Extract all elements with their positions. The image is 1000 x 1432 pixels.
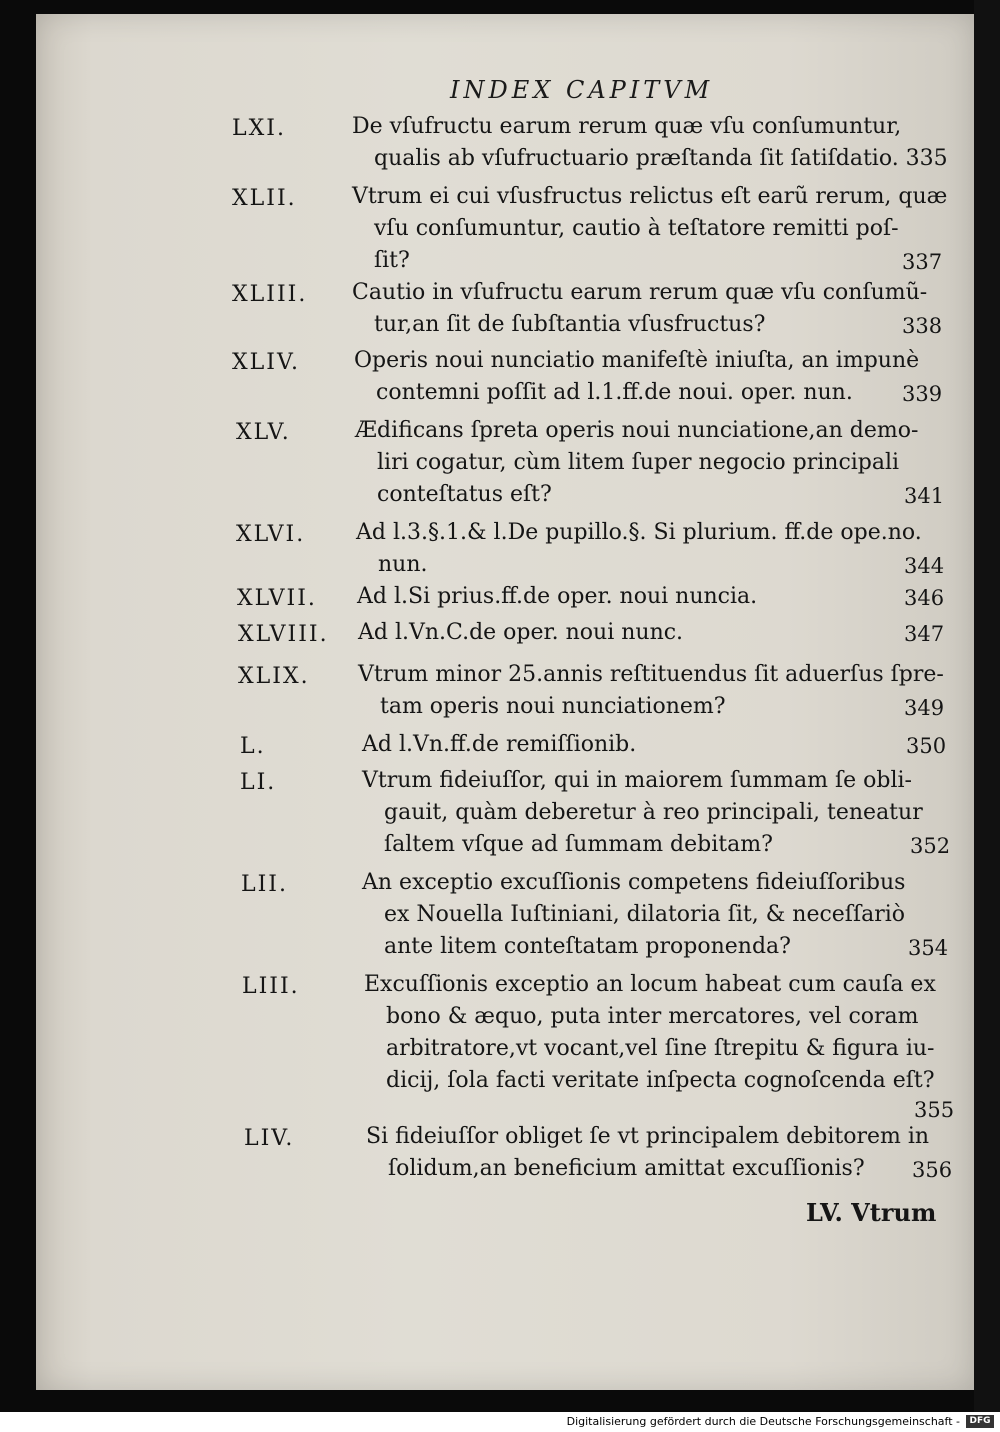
footer-credit: Digitalisierung gefördert durch die Deutsche Forschungsgemeinschaft -	[566, 1415, 960, 1428]
entry-text-line: An exceptio excuſſionis competens fideiuſſoribus	[362, 870, 906, 895]
catchword: LV. Vtrum	[806, 1198, 937, 1227]
entry-text-line: Ad l.3.§.1.& l.De pupillo.§. Si plurium. ff.de ope.no.	[356, 520, 922, 545]
page-number: 337	[902, 250, 943, 274]
page-number: 347	[904, 622, 945, 646]
page-number: 352	[910, 834, 951, 858]
chapter-number: XLVII.	[237, 586, 317, 611]
entry-text-line: Ad l.Vn.C.de oper. noui nunc.	[358, 620, 684, 645]
entry-text-line: De vſufructu earum rerum quæ vſu conſumuntur,	[352, 114, 902, 139]
chapter-number: LII.	[241, 872, 288, 897]
chapter-number: XLIV.	[232, 350, 300, 375]
entry-text-line: contemni poſſit ad l.1.ff.de noui. oper. nun.	[376, 380, 853, 405]
chapter-number: LI.	[240, 770, 277, 795]
chapter-number: LXI.	[232, 116, 286, 141]
chapter-number: LIV.	[244, 1126, 295, 1151]
chapter-number: XLVI.	[236, 522, 306, 547]
entry-text-line: qualis ab vſufructuario præſtanda ſit ſatiſdatio. 335	[374, 146, 948, 171]
entry-text-line: nun.	[378, 552, 428, 577]
entry-text-line: Vtrum fideiuſſor, qui in maiorem ſummam ſe obli-	[362, 768, 912, 793]
entry-text-line: ante litem conteſtatam proponenda?	[384, 934, 791, 959]
entry-text-line: Operis noui nunciatio manifeſtè iniuſta, an impunè	[354, 348, 920, 373]
page-number: 349	[904, 696, 945, 720]
chapter-number: XLIX.	[238, 664, 310, 689]
footer-bar	[0, 1412, 1000, 1432]
entry-text-line: Excuſſionis exceptio an locum habeat cum cauſa ex	[364, 972, 936, 997]
page-number: 354	[908, 936, 949, 960]
chapter-number: LIII.	[242, 974, 300, 999]
entry-text-line: Vtrum minor 25.annis reſtituendus ſit aduerſus ſpre-	[358, 662, 944, 687]
entry-text-line: vſu conſumuntur, cautio à teſtatore remitti poſ-	[374, 216, 899, 241]
chapter-number: XLIII.	[232, 282, 308, 307]
scan-edge	[974, 0, 1000, 1412]
page-number: 346	[904, 586, 945, 610]
page-number: 355	[914, 1098, 955, 1122]
entry-text-line: dicij, ſola facti veritate inſpecta cognoſcenda eſt?	[386, 1068, 935, 1093]
entry-text-line: Ædificans ſpreta operis noui nunciatione,an demo-	[355, 418, 919, 443]
dfg-logo: DFG	[966, 1415, 994, 1428]
entry-text-line: ſit?	[374, 248, 410, 273]
entry-text-line: Cautio in vſufructu earum rerum quæ vſu conſumũ-	[352, 280, 928, 305]
entry-text-line: ſaltem vſque ad ſummam debitam?	[384, 832, 773, 857]
entry-text-line: bono & æquo, puta inter mercatores, vel coram	[386, 1004, 919, 1029]
page-number: 338	[902, 314, 943, 338]
entry-text-line: gauit, quàm deberetur à reo principali, teneatur	[384, 800, 923, 825]
entry-text-line: tur,an ſit de ſubſtantia vſusfructus?	[374, 312, 766, 337]
entry-text-line: Ad l.Vn.ff.de remiſſionib.	[362, 732, 637, 757]
entry-text-line: ex Nouella Iuſtiniani, dilatoria ſit, & neceſſariò	[384, 902, 906, 927]
entry-text-line: Ad l.Si prius.ff.de oper. noui nuncia.	[357, 584, 758, 609]
chapter-number: XLII.	[232, 186, 297, 211]
entry-text-line: tam operis noui nunciationem?	[380, 694, 726, 719]
page-number: 350	[906, 734, 947, 758]
page-number: 339	[902, 382, 943, 406]
page-number: 341	[904, 484, 945, 508]
entry-text-line: Vtrum ei cui vſusfructus relictus eſt earũ rerum, quæ	[352, 184, 948, 209]
chapter-number: L.	[240, 734, 266, 759]
entry-text-line: liri cogatur, cùm litem ſuper negocio principali	[377, 450, 900, 475]
entry-text-line: arbitratore,vt vocant,vel ſine ſtrepitu & figura iu-	[386, 1036, 935, 1061]
chapter-number: XLV.	[236, 420, 291, 445]
chapter-number: XLVIII.	[238, 622, 329, 647]
page-number: 356	[912, 1158, 953, 1182]
entry-text-line: ſolidum,an beneficium amittat excuſſionis?	[388, 1156, 865, 1181]
running-header: INDEX CAPITVM	[450, 76, 714, 104]
entry-text-line: conteſtatus eſt?	[377, 482, 552, 507]
entry-text-line: Si fideiuſſor obliget ſe vt principalem debitorem in	[366, 1124, 930, 1149]
page-number: 344	[904, 554, 945, 578]
